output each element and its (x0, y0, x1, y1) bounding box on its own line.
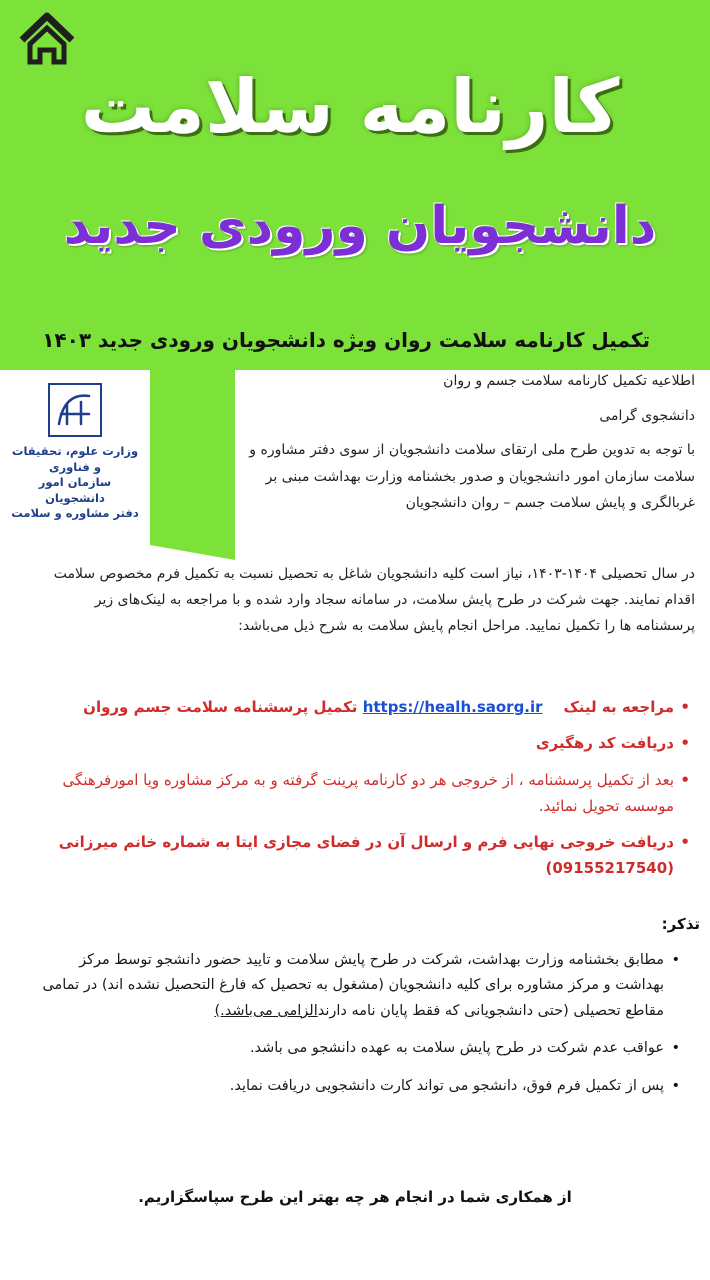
announcement-paragraph-1: با توجه به تدوین طرح ملی ارتقای سلامت دانشجویان از سوی دفتر مشاوره و سلامت سازمان امور دانشجویان و صدور بخشنامه وزارت بهداشت مبنی بر غربالگری و پایش سلامت جسم – روان دانشجویان (249, 442, 695, 512)
health-link[interactable]: https://healh.saorg.ir (362, 698, 543, 716)
ministry-line-3: دفتر مشاوره و سلامت (11, 506, 139, 521)
step1-suffix: تکمیل پرسشنامه سلامت جسم وروان (83, 698, 358, 716)
banner-subtitle: دانشجویان ورودی جدید (63, 196, 657, 256)
notes-heading: تذکر: (661, 915, 700, 933)
ministry-line-2: سازمان امور دانشجویان (38, 475, 112, 505)
house-logo-icon (18, 10, 76, 68)
step1-prefix: مراجعه به لینک (563, 698, 674, 716)
ministry-block (10, 380, 140, 522)
announcement-paragraph-2: در سال تحصیلی ۱۴۰۴-۱۴۰۳، نیاز است کلیه دانشجویان شاغل به تحصیل نسبت به تکمیل فرم مخصوص سلامت اقدام نمایند. جهت شرکت در طرح پایش سلامت، در سامانه سجاد وارد شده و با مراجعه به لینک‌های زیر پرسشنامه ها را تکمیل نمایید. مراحل انجام پایش سلامت به شرح ذیل می‌باشد: (53, 566, 695, 634)
steps-list (40, 694, 690, 892)
note-item (40, 948, 680, 1024)
notes-list (40, 948, 680, 1111)
headline: تکمیل کارنامه سلامت روان ویژه دانشجویان ورودی جدید ۱۴۰۳ (42, 328, 650, 352)
ministry-emblem-icon (45, 380, 105, 440)
note-item: • پس از تکمیل فرم فوق، دانشجو می تواند کارت دانشجویی دریافت نماید. (40, 1074, 680, 1099)
note1-underlined: الزامی می‌باشد.) (214, 1002, 318, 1019)
announcement (230, 368, 695, 525)
note1-main: مطابق بخشنامه وزارت بهداشت، شرکت در طرح پایش سلامت و تایید حضور دانشجو توسط مرکز بهداشت و مرکز مشاوره برای کلیه دانشجویان (مشغول به تحصیل که فارغ التحصیل نشده اند) در تمامی مقاطع تحصیلی (حتی دانشجویانی که فقط پایان نامه دارند (42, 952, 664, 1019)
step-tracking-code: • دریافت کد رهگیری (40, 730, 690, 756)
banner-title: کارنامه سلامت (80, 64, 620, 150)
note-item: • عواقب عدم شرکت در طرح پایش سلامت به عهده دانشجو می باشد. (40, 1036, 680, 1061)
footer-thanks: از همکاری شما در انجام هر چه بهتر این طرح سپاسگزاریم. (138, 1188, 572, 1206)
step-send: • دریافت خروجی نهایی فرم و ارسال آن در فضای مجازی ایتا به شماره خانم میرزانی (09155217540) (40, 829, 690, 882)
greeting: دانشجوی گرامی (599, 407, 695, 424)
announcement-heading: اطلاعیه تکمیل کارنامه سلامت جسم و روان (443, 373, 695, 389)
step-link (40, 694, 690, 720)
ministry-line-1: وزارت علوم، تحقیقات و فناوری (11, 444, 139, 474)
step-print: • بعد از تکمیل پرسشنامه ، از خروجی هر دو کارنامه پرینت گرفته و به مرکز مشاوره ویا امورفرهنگی موسسه تحویل نمائید. (40, 767, 690, 820)
